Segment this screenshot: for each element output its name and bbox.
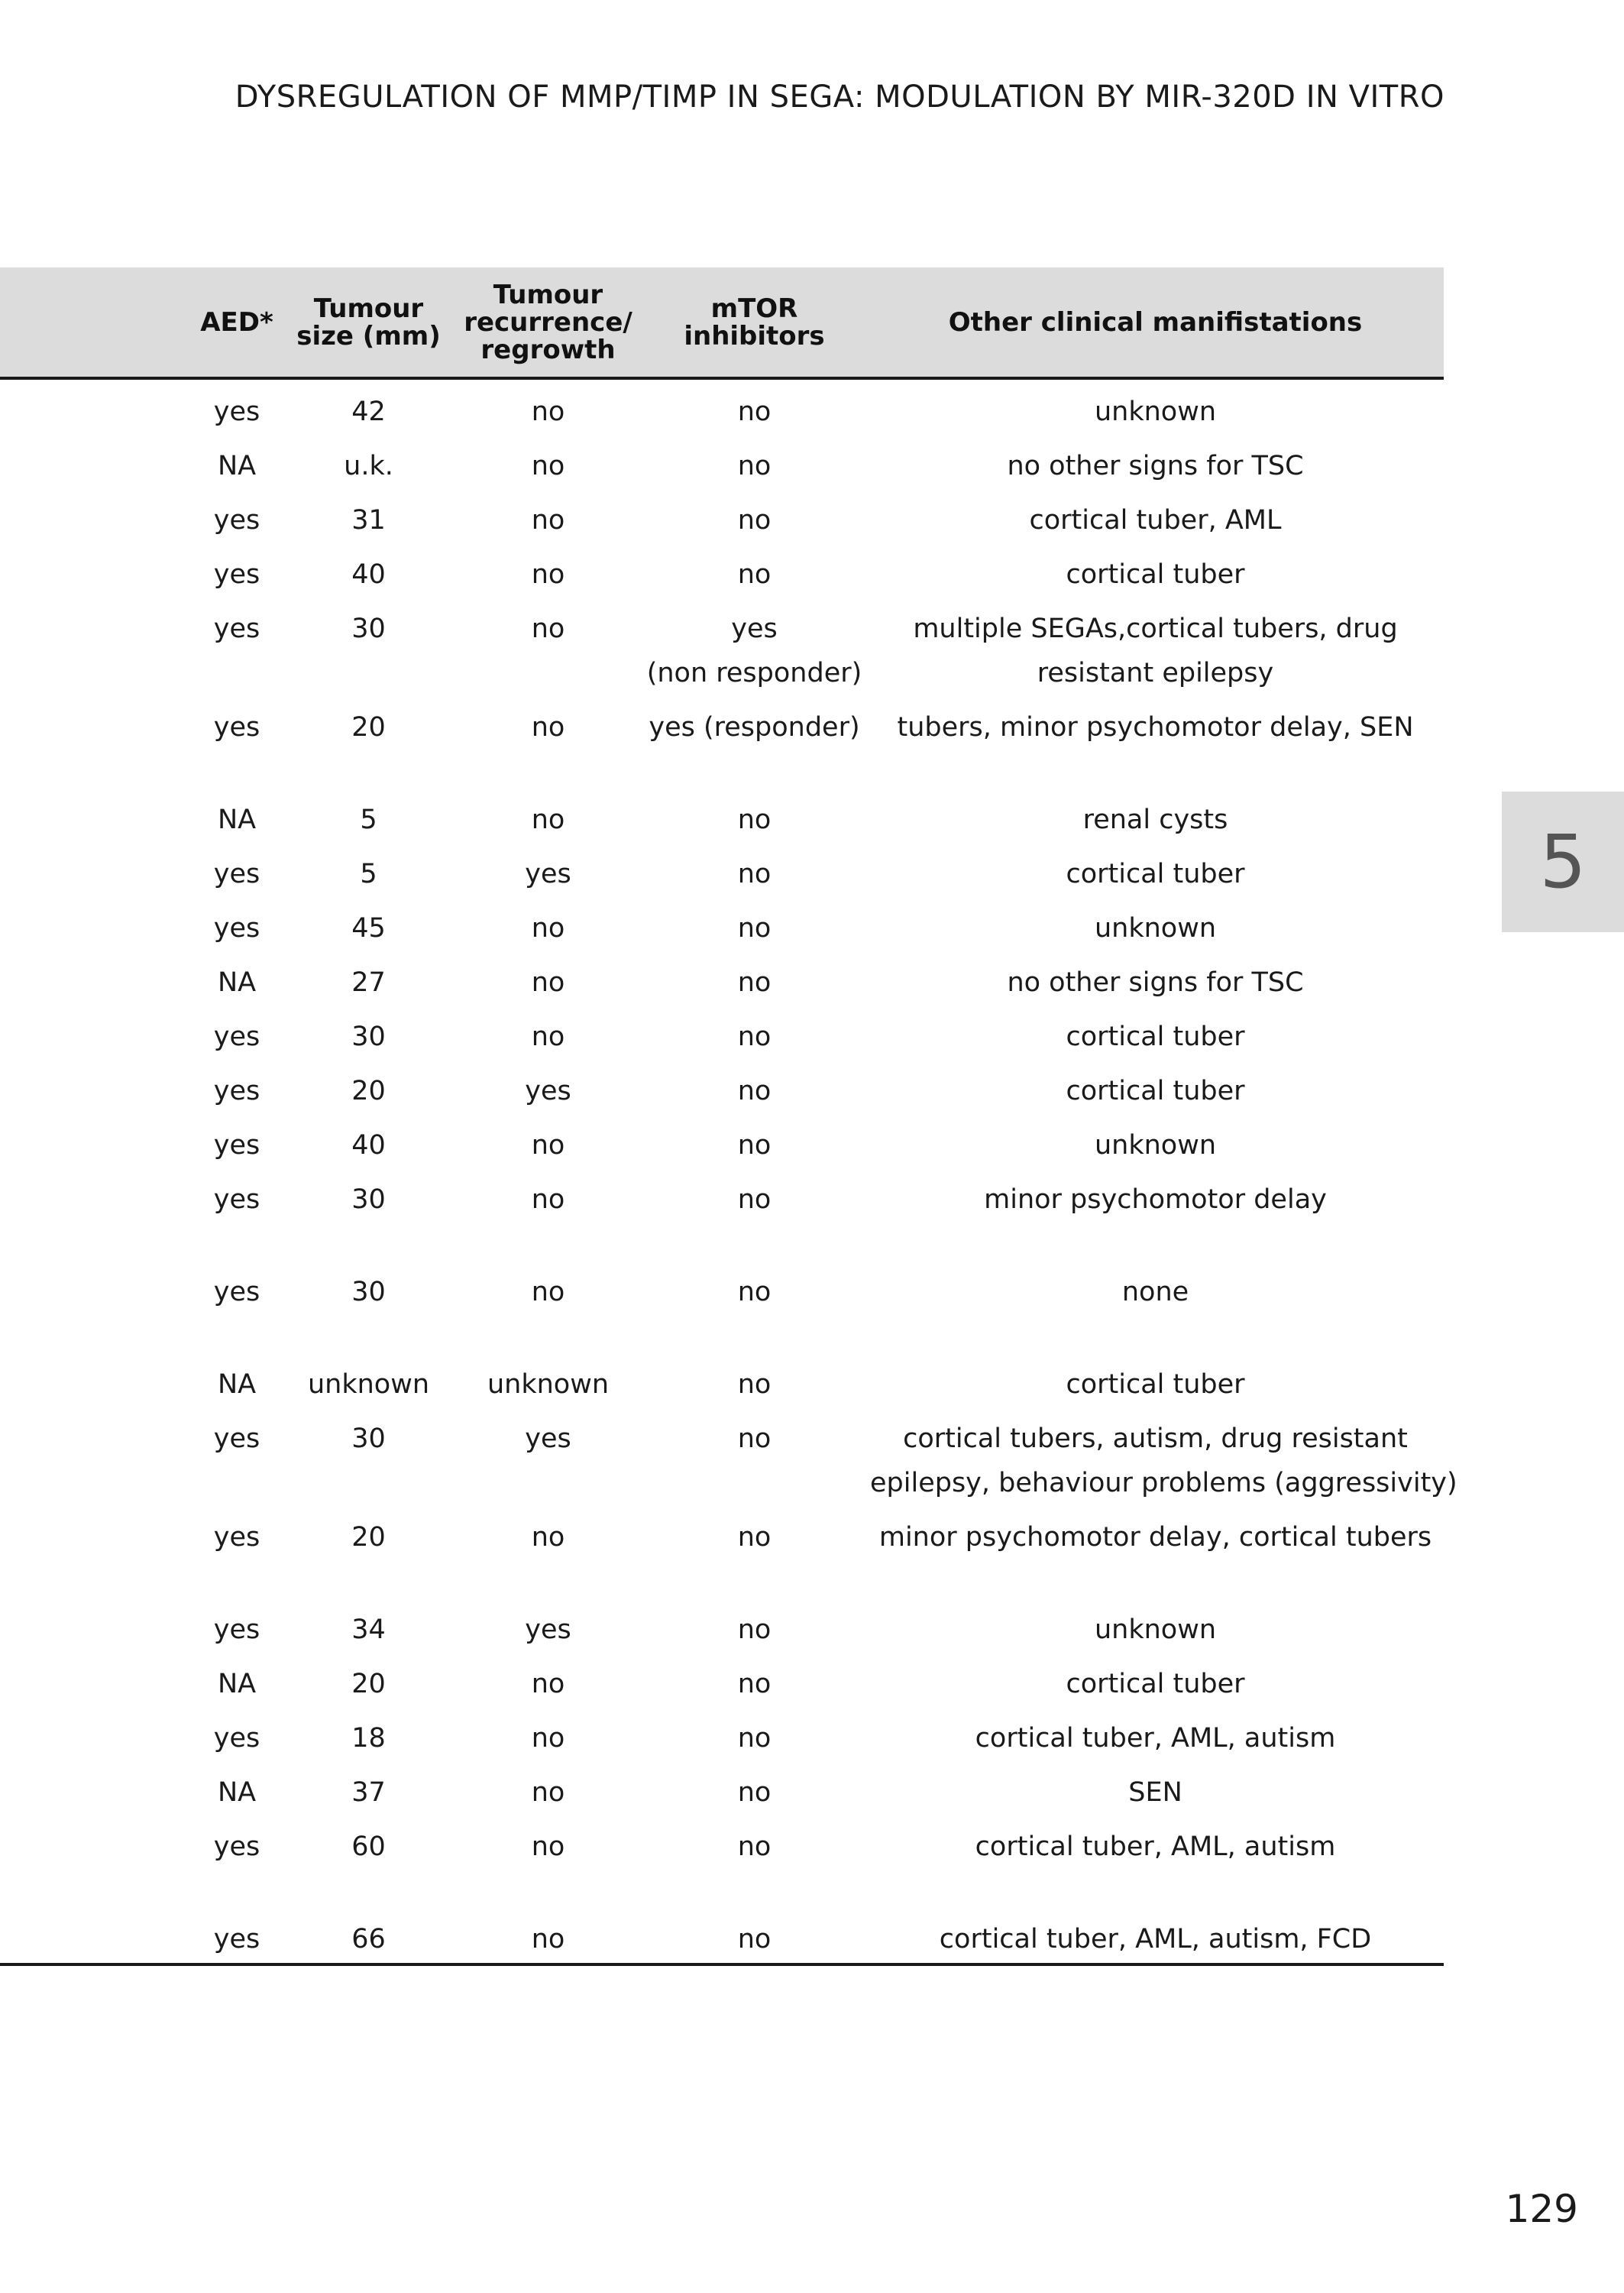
table-row <box>0 1407 1444 1505</box>
cell-other-manifestations-line1: renal cysts <box>1082 805 1228 835</box>
cell-tumour-size: 5 <box>360 805 377 835</box>
cell-aed: yes <box>213 1076 260 1106</box>
cell-mtor <box>642 1598 867 1652</box>
cell-tumour-size: 18 <box>351 1723 386 1754</box>
cell-other-manifestations-line1: cortical tuber <box>1066 1369 1245 1400</box>
cell-other-manifestations <box>867 1059 1444 1113</box>
cell-mtor-line1: no <box>737 505 772 536</box>
table-row <box>0 1760 1444 1815</box>
cell-recurrence: yes <box>525 859 571 889</box>
cell-other-manifestations-line1: cortical tubers, autism, drug resistant <box>903 1423 1408 1454</box>
cell-blank <box>0 1598 191 1652</box>
cell-recurrence: no <box>531 1831 565 1862</box>
header-mtor-line2: inhibitors <box>684 320 825 351</box>
cell-recurrence: yes <box>525 1423 571 1454</box>
cell-aed: yes <box>213 1522 260 1553</box>
cell-recurrence: no <box>531 967 565 998</box>
table-row <box>0 1113 1444 1168</box>
cell-blank <box>0 1652 191 1706</box>
table-row <box>0 542 1444 597</box>
cell-mtor <box>642 1505 867 1598</box>
table-row <box>0 1260 1444 1352</box>
cell-aed: NA <box>217 805 257 835</box>
cell-recurrence: yes <box>525 1614 571 1645</box>
clinical-table <box>0 267 1457 1966</box>
table-row <box>0 488 1444 542</box>
cell-mtor-line1: no <box>737 1723 772 1754</box>
cell-recurrence: no <box>531 1130 565 1161</box>
cell-other-manifestations <box>867 542 1444 597</box>
cell-mtor-line1: no <box>737 913 772 944</box>
cell-other-manifestations <box>867 1652 1444 1706</box>
running-head: DYSREGULATION OF MMP/TIMP IN SEGA: MODULATION BY MIR-320D IN VITRO <box>235 79 1444 115</box>
cell-other-manifestations <box>867 1706 1444 1760</box>
table-row <box>0 896 1444 951</box>
cell-other-manifestations-line1: no other signs for TSC <box>1007 967 1304 998</box>
cell-tumour-size: 34 <box>351 1614 386 1645</box>
cell-recurrence: no <box>531 913 565 944</box>
cell-tumour-size: 66 <box>283 1907 455 1964</box>
cell-other-manifestations <box>867 1113 1444 1168</box>
cell-tumour-size: 5 <box>360 859 377 889</box>
cell-blank <box>0 896 191 951</box>
cell-recurrence: no <box>531 505 565 536</box>
cell-other-manifestations-line1: unknown <box>1094 1130 1217 1161</box>
header-other-manifestations: Other clinical manifistations <box>867 267 1444 378</box>
cell-aed: yes <box>213 913 260 944</box>
cell-mtor <box>642 597 867 695</box>
cell-aed: yes <box>213 1423 260 1454</box>
cell-mtor-line1: no <box>737 1831 772 1862</box>
cell-tumour-size: 20 <box>351 712 386 743</box>
cell-mtor-line1: no <box>737 967 772 998</box>
cell-other-manifestations-line1: unknown <box>1094 913 1217 944</box>
cell-aed: yes <box>213 859 260 889</box>
table-row <box>0 597 1444 695</box>
cell-other-manifestations <box>867 434 1444 488</box>
table-row <box>0 788 1444 842</box>
cell-aed: yes <box>213 1022 260 1052</box>
cell-blank <box>0 695 191 788</box>
cell-other-manifestations <box>867 951 1444 1005</box>
cell-other-manifestations-line1: no other signs for TSC <box>1007 451 1304 481</box>
cell-mtor-line1: no <box>737 1423 772 1454</box>
cell-aed: yes <box>213 1723 260 1754</box>
cell-blank <box>0 597 191 695</box>
header-recurrence-line2: recurrence/ <box>464 306 632 338</box>
cell-mtor <box>642 1706 867 1760</box>
cell-mtor <box>642 542 867 597</box>
cell-other-manifestations <box>867 695 1444 788</box>
cell-other-manifestations-line1: cortical tuber <box>1066 559 1245 590</box>
header-blank <box>0 267 191 378</box>
table-header-row <box>0 267 1444 378</box>
cell-mtor-line1: no <box>737 397 772 427</box>
cell-other-manifestations-line1: unknown <box>1094 397 1217 427</box>
cell-other-manifestations-line2: resistant epilepsy <box>1037 658 1274 688</box>
cell-blank <box>0 1168 191 1260</box>
cell-blank <box>0 1059 191 1113</box>
cell-blank <box>0 378 191 434</box>
cell-aed: NA <box>217 1369 257 1400</box>
cell-aed: yes <box>213 712 260 743</box>
table-row <box>0 1505 1444 1598</box>
cell-tumour-size: 20 <box>351 1669 386 1699</box>
header-recurrence-line1: Tumour <box>493 279 603 310</box>
cell-blank <box>0 1407 191 1505</box>
cell-other-manifestations-line2: epilepsy, behaviour problems (aggressivity) <box>870 1468 1457 1498</box>
table-row <box>0 1907 1444 1964</box>
cell-other-manifestations <box>867 896 1444 951</box>
cell-mtor <box>642 1652 867 1706</box>
cell-tumour-size: 27 <box>351 967 386 998</box>
cell-aed: yes <box>213 1614 260 1645</box>
cell-blank <box>0 1815 191 1907</box>
cell-aed: yes <box>213 397 260 427</box>
cell-tumour-size: 31 <box>351 505 386 536</box>
cell-recurrence: unknown <box>487 1369 610 1400</box>
cell-blank <box>0 1760 191 1815</box>
cell-aed: yes <box>213 505 260 536</box>
cell-mtor-line1: no <box>737 1669 772 1699</box>
cell-other-manifestations-line1: unknown <box>1094 1614 1217 1645</box>
table-body <box>0 378 1457 1964</box>
cell-tumour-size: 20 <box>351 1522 386 1553</box>
cell-aed: NA <box>217 967 257 998</box>
cell-tumour-size: 30 <box>351 1423 386 1454</box>
cell-tumour-size: u.k. <box>344 451 393 481</box>
cell-mtor-line1: no <box>737 1924 772 1955</box>
cell-aed: yes <box>213 1831 260 1862</box>
cell-other-manifestations <box>867 1815 1444 1907</box>
header-recurrence <box>455 267 642 378</box>
cell-mtor <box>642 896 867 951</box>
cell-mtor <box>642 1815 867 1907</box>
table-row <box>0 1706 1444 1760</box>
cell-tumour-size: 42 <box>351 397 386 427</box>
cell-mtor-line1: no <box>737 1184 772 1215</box>
cell-recurrence: no <box>531 805 565 835</box>
table-row <box>0 842 1444 896</box>
header-recurrence-line3: regrowth <box>480 334 616 365</box>
chapter-tab: 5 <box>1502 792 1624 932</box>
cell-recurrence: no <box>531 451 565 481</box>
cell-mtor <box>642 1907 867 1964</box>
header-aed: AED* <box>191 267 283 378</box>
cell-other-manifestations <box>867 1168 1444 1260</box>
cell-other-manifestations <box>867 842 1444 896</box>
cell-blank <box>0 1352 191 1407</box>
cell-mtor <box>642 788 867 842</box>
cell-mtor <box>642 1005 867 1059</box>
table-row <box>0 1168 1444 1260</box>
cell-other-manifestations-line1: cortical tuber <box>1066 859 1245 889</box>
cell-other-manifestations-line1: cortical tuber <box>1066 1669 1245 1699</box>
cell-mtor-line1: no <box>737 859 772 889</box>
cell-other-manifestations <box>867 1505 1444 1598</box>
table-row <box>0 1352 1444 1407</box>
header-size-line2: size (mm) <box>296 320 441 351</box>
cell-mtor <box>642 951 867 1005</box>
cell-other-manifestations <box>867 1907 1444 1964</box>
cell-tumour-size: 30 <box>351 614 386 644</box>
cell-mtor-line1: yes (responder) <box>649 712 860 743</box>
cell-tumour-size: 20 <box>351 1076 386 1106</box>
cell-aed: yes <box>213 614 260 644</box>
cell-blank <box>0 842 191 896</box>
table-row <box>0 434 1444 488</box>
header-tumour-size <box>283 267 455 378</box>
cell-recurrence: no <box>531 1777 565 1808</box>
cell-mtor-line1: yes <box>731 614 778 644</box>
cell-mtor-line1: no <box>737 1369 772 1400</box>
cell-mtor-line1: no <box>737 559 772 590</box>
cell-aed: NA <box>217 1777 257 1808</box>
cell-mtor <box>642 1168 867 1260</box>
cell-other-manifestations-line1: cortical tuber <box>1066 1022 1245 1052</box>
table-row <box>0 951 1444 1005</box>
cell-other-manifestations-line1: cortical tuber, AML <box>1029 505 1282 536</box>
cell-blank <box>0 951 191 1005</box>
table-row <box>0 1598 1444 1652</box>
cell-other-manifestations <box>867 1760 1444 1815</box>
cell-mtor <box>642 1260 867 1352</box>
cell-other-manifestations-line1: none <box>1121 1277 1189 1307</box>
cell-mtor-line1: no <box>737 1522 772 1553</box>
cell-aed: NA <box>217 451 257 481</box>
cell-blank <box>0 542 191 597</box>
cell-blank <box>0 488 191 542</box>
cell-blank <box>0 1706 191 1760</box>
cell-mtor-line1: no <box>737 1777 772 1808</box>
cell-mtor-line1: no <box>737 1277 772 1307</box>
cell-mtor <box>642 1760 867 1815</box>
cell-other-manifestations-line1: minor psychomotor delay <box>984 1184 1327 1215</box>
cell-other-manifestations-line1: SEN <box>1128 1777 1182 1808</box>
cell-recurrence: no <box>531 1184 565 1215</box>
cell-recurrence: no <box>531 712 565 743</box>
cell-other-manifestations <box>867 1407 1457 1505</box>
cell-other-manifestations-line1: tubers, minor psychomotor delay, SEN <box>897 712 1414 743</box>
cell-other-manifestations <box>867 788 1444 842</box>
cell-mtor <box>642 434 867 488</box>
cell-recurrence: no <box>531 559 565 590</box>
cell-aed: yes <box>213 1184 260 1215</box>
cell-other-manifestations <box>867 488 1444 542</box>
page-number: 129 <box>1505 2187 1578 2231</box>
cell-mtor <box>642 695 867 788</box>
cell-other-manifestations-line1: cortical tuber, AML, autism <box>975 1831 1336 1862</box>
cell-tumour-size: 40 <box>351 1130 386 1161</box>
cell-blank <box>0 1005 191 1059</box>
cell-blank <box>0 1260 191 1352</box>
cell-blank <box>0 434 191 488</box>
cell-blank <box>0 1907 191 1964</box>
cell-recurrence: no <box>531 1522 565 1553</box>
cell-tumour-size: 37 <box>351 1777 386 1808</box>
cell-tumour-size: 30 <box>351 1022 386 1052</box>
cell-tumour-size: 45 <box>351 913 386 944</box>
cell-mtor <box>642 1352 867 1407</box>
header-mtor <box>642 267 867 378</box>
cell-mtor <box>642 1407 867 1505</box>
cell-aed: yes <box>213 559 260 590</box>
cell-other-manifestations-line1: cortical tuber, AML, autism, FCD <box>939 1924 1372 1955</box>
cell-other-manifestations <box>867 1260 1444 1352</box>
cell-other-manifestations <box>867 597 1444 695</box>
cell-recurrence: no <box>455 1907 642 1964</box>
cell-blank <box>0 788 191 842</box>
cell-other-manifestations <box>867 1352 1444 1407</box>
table-row <box>0 1059 1444 1113</box>
cell-recurrence: no <box>531 1022 565 1052</box>
header-mtor-line1: mTOR <box>710 293 798 324</box>
cell-recurrence: no <box>531 397 565 427</box>
cell-mtor-line1: no <box>737 451 772 481</box>
cell-recurrence: yes <box>525 1076 571 1106</box>
cell-other-manifestations-line1: cortical tuber <box>1066 1076 1245 1106</box>
table-row <box>0 1005 1444 1059</box>
cell-blank <box>0 1505 191 1598</box>
cell-tumour-size: 30 <box>351 1184 386 1215</box>
table-row <box>0 1652 1444 1706</box>
cell-mtor-line1: no <box>737 1022 772 1052</box>
cell-aed: yes <box>213 1130 260 1161</box>
cell-other-manifestations <box>867 1598 1444 1652</box>
cell-mtor-line2: (non responder) <box>646 658 862 688</box>
cell-mtor <box>642 378 867 434</box>
cell-tumour-size: 60 <box>351 1831 386 1862</box>
cell-tumour-size: unknown <box>307 1369 430 1400</box>
cell-mtor-line1: no <box>737 1076 772 1106</box>
cell-other-manifestations <box>867 378 1444 434</box>
cell-other-manifestations-line1: cortical tuber, AML, autism <box>975 1723 1336 1754</box>
table-row <box>0 1815 1444 1907</box>
cell-recurrence: no <box>531 1723 565 1754</box>
cell-recurrence: no <box>531 1277 565 1307</box>
cell-tumour-size: 30 <box>351 1277 386 1307</box>
cell-recurrence: no <box>531 614 565 644</box>
cell-mtor <box>642 1059 867 1113</box>
cell-aed: yes <box>191 1907 283 1964</box>
cell-mtor <box>642 488 867 542</box>
cell-blank <box>0 1113 191 1168</box>
cell-other-manifestations-line1: minor psychomotor delay, cortical tubers <box>878 1522 1432 1553</box>
cell-mtor <box>642 1113 867 1168</box>
cell-mtor-line1: no <box>737 1614 772 1645</box>
table-row <box>0 378 1444 434</box>
cell-mtor <box>642 842 867 896</box>
cell-aed: yes <box>213 1277 260 1307</box>
table-row <box>0 695 1444 788</box>
cell-recurrence: no <box>531 1669 565 1699</box>
header-size-line1: Tumour <box>313 293 424 324</box>
cell-mtor-line1: no <box>737 805 772 835</box>
cell-other-manifestations-line1: multiple SEGAs,cortical tubers, drug <box>913 614 1398 644</box>
cell-tumour-size: 40 <box>351 559 386 590</box>
cell-aed: NA <box>217 1669 257 1699</box>
cell-mtor-line1: no <box>737 1130 772 1161</box>
cell-other-manifestations <box>867 1005 1444 1059</box>
